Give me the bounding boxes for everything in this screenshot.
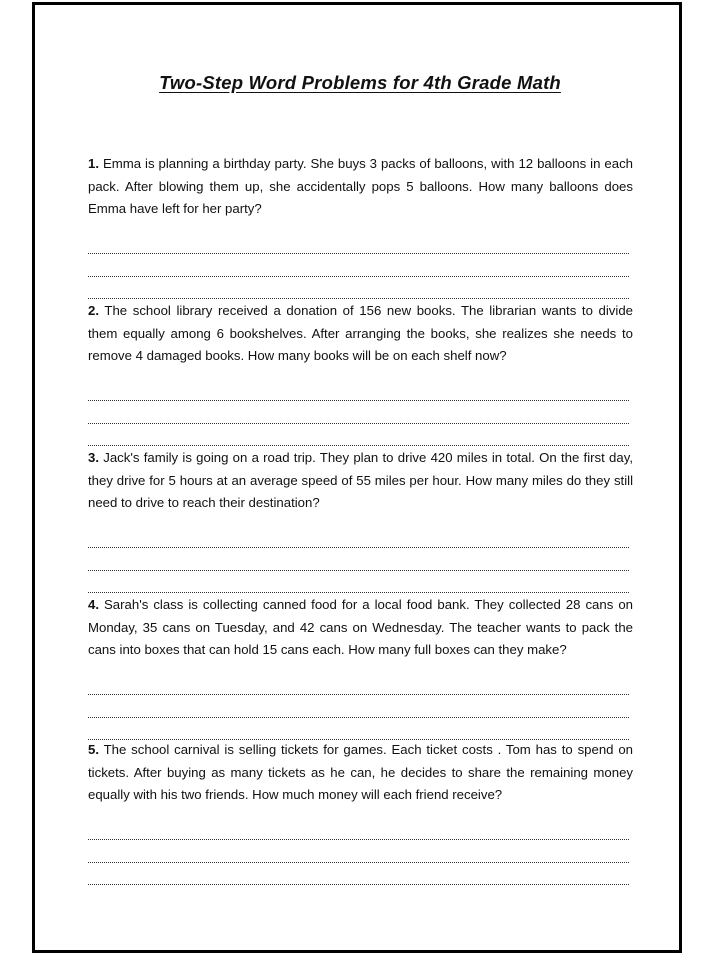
answer-line[interactable] — [88, 526, 629, 549]
answer-area — [88, 673, 633, 741]
problem-question — [88, 447, 633, 515]
answer-line[interactable] — [88, 424, 629, 447]
problem-5 — [88, 739, 633, 885]
problem-3 — [88, 447, 633, 593]
problem-number: 4. — [88, 597, 99, 612]
answer-area — [88, 379, 633, 447]
answer-line[interactable] — [88, 695, 629, 718]
problem-question — [88, 153, 633, 221]
answer-line[interactable] — [88, 863, 629, 886]
problem-1 — [88, 153, 633, 299]
page-title: Two-Step Word Problems for 4th Grade Math — [159, 72, 561, 93]
answer-line[interactable] — [88, 548, 629, 571]
answer-line[interactable] — [88, 379, 629, 402]
problem-question — [88, 594, 633, 662]
answer-line[interactable] — [88, 254, 629, 277]
answer-line[interactable] — [88, 718, 629, 741]
problem-text: Jack's family is going on a road trip. They plan to drive 420 miles in total. On the first day, they drive for 5 hours at an average speed of 55 miles per hour. How many miles do they still need to drive to reach their destination? — [88, 450, 633, 510]
problem-2 — [88, 300, 633, 446]
problem-text: Sarah's class is collecting canned food for a local food bank. They collected 28 cans on Monday, 35 cans on Tuesday, and 42 cans on Wednesday. The teacher wants to pack the cans into boxes that can hold 15 cans each. How many full boxes can they make? — [88, 597, 633, 657]
problem-question — [88, 300, 633, 368]
answer-line[interactable] — [88, 673, 629, 696]
answer-line[interactable] — [88, 401, 629, 424]
problem-number: 3. — [88, 450, 99, 465]
answer-line[interactable] — [88, 840, 629, 863]
answer-area — [88, 232, 633, 300]
answer-line[interactable] — [88, 571, 629, 594]
answer-line[interactable] — [88, 277, 629, 300]
problem-4 — [88, 594, 633, 740]
problem-number: 5. — [88, 742, 99, 757]
problem-number: 1. — [88, 156, 99, 171]
answer-line[interactable] — [88, 818, 629, 841]
answer-area — [88, 818, 633, 886]
problem-question — [88, 739, 633, 807]
problem-number: 2. — [88, 303, 99, 318]
problem-text: The school library received a donation of 156 new books. The librarian wants to divide them equally among 6 bookshelves. After arranging the books, she realizes she needs to remove 4 damaged books. How many books will be on each shelf now? — [88, 303, 633, 363]
answer-line[interactable] — [88, 232, 629, 255]
answer-area — [88, 526, 633, 594]
problem-text: Emma is planning a birthday party. She buys 3 packs of balloons, with 12 balloons in each pack. After blowing them up, she accidentally pops 5 balloons. How many balloons does Emma have left for her party? — [88, 156, 633, 216]
problem-text: The school carnival is selling tickets for games. Each ticket costs . Tom has to spend on tickets. After buying as many tickets as he can, he decides to share the remaining money equally with his two friends. How much money will each friend receive? — [88, 742, 633, 802]
